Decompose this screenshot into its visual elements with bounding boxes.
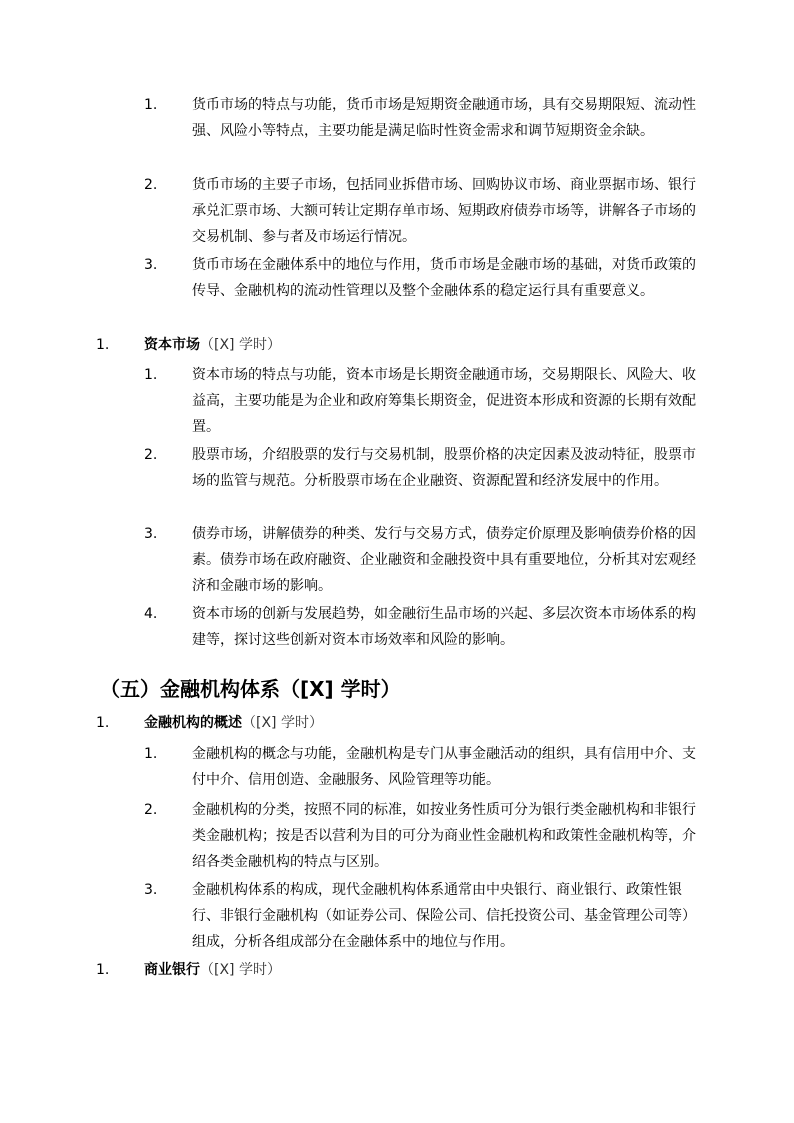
item-hours: （[X] 学时）: [200, 962, 281, 978]
item-number: 1.: [96, 962, 110, 978]
subitem-text: 金融机构的分类，按照不同的标准，如按业务性质可分为银行类金融机构和非银行类金融机构；按是否以营利为目的可分为商业性金融机构和政策性金融机构等，介绍各类金融机构的特点与区别。: [192, 802, 696, 870]
institutions-subitem-2: [144, 797, 704, 875]
subitem-text: 货币市场的特点与功能，货币市场是短期资金融通市场，具有交易期限短、流动性强、风险小等特点，主要功能是满足临时性资金需求和调节短期资金余缺。: [192, 97, 696, 139]
capital-market-subitem-3: [144, 521, 704, 599]
subitem-number: 4.: [144, 606, 158, 622]
subitem-number: 3.: [144, 526, 158, 542]
item-hours: （[X] 学时）: [242, 715, 323, 731]
item-title: 商业银行: [144, 962, 200, 978]
subitem-text: 货币市场的主要子市场，包括同业拆借市场、回购协议市场、商业票据市场、银行承兑汇票市场、大额可转让定期存单市场、短期政府债券市场等，讲解各子市场的交易机制、参与者及市场运行情况。: [192, 177, 696, 245]
money-market-subitem-2: [144, 172, 704, 250]
subitem-number: 2.: [144, 177, 158, 193]
subitem-number: 3.: [144, 257, 158, 273]
capital-market-subitem-4: [144, 601, 704, 653]
item-number: 1.: [96, 337, 110, 353]
subitem-text: 债券市场，讲解债券的种类、发行与交易方式，债券定价原理及影响债券价格的因素。债券市场在政府融资、企业融资和金融投资中具有重要地位，分析其对宏观经济和金融市场的影响。: [192, 526, 696, 594]
capital-market-subitem-1: [144, 362, 704, 440]
subitem-text: 资本市场的创新与发展趋势，如金融衍生品市场的兴起、多层次资本市场体系的构建等，探讨这些创新对资本市场效率和风险的影响。: [192, 606, 696, 648]
item-number: 1.: [96, 715, 110, 731]
subitem-text: 金融机构体系的构成，现代金融机构体系通常由中央银行、商业银行、政策性银行、非银行金融机构（如证券公司、保险公司、信托投资公司、基金管理公司等）组成，分析各组成部分在金融体系中的地位与作用。: [192, 882, 696, 950]
subitem-number: 1.: [144, 367, 158, 383]
subitem-text: 股票市场，介绍股票的发行与交易机制，股票价格的决定因素及波动特征，股票市场的监管与规范。分析股票市场在企业融资、资源配置和经济发展中的作用。: [192, 447, 696, 489]
subitem-number: 2.: [144, 802, 158, 818]
capital-market-item: [96, 332, 696, 358]
item-hours: （[X] 学时）: [200, 337, 281, 353]
money-market-subitem-1: [144, 92, 704, 144]
money-market-subitem-3: [144, 252, 704, 304]
section-heading: （五）金融机构体系（[X] 学时）: [100, 677, 401, 701]
institutions-subitem-1: [144, 741, 704, 793]
capital-market-subitem-2: [144, 442, 704, 494]
subitem-number: 1.: [144, 97, 158, 113]
item-title: 资本市场: [144, 337, 200, 353]
subitem-text: 资本市场的特点与功能，资本市场是长期资金融通市场，交易期限长、风险大、收益高，主要功能是为企业和政府筹集长期资金，促进资本形成和资源的长期有效配置。: [192, 367, 696, 435]
subitem-text: 货币市场在金融体系中的地位与作用，货币市场是金融市场的基础，对货币政策的传导、金融机构的流动性管理以及整个金融体系的稳定运行具有重要意义。: [192, 257, 696, 299]
institutions-subitem-3: [144, 877, 704, 955]
institutions-overview-item: [96, 710, 696, 736]
item-title: 金融机构的概述: [144, 715, 242, 731]
subitem-text: 金融机构的概念与功能，金融机构是专门从事金融活动的组织，具有信用中介、支付中介、信用创造、金融服务、风险管理等功能。: [192, 746, 696, 788]
subitem-number: 2.: [144, 447, 158, 463]
subitem-number: 1.: [144, 746, 158, 762]
subitem-number: 3.: [144, 882, 158, 898]
commercial-bank-item: [96, 957, 696, 983]
